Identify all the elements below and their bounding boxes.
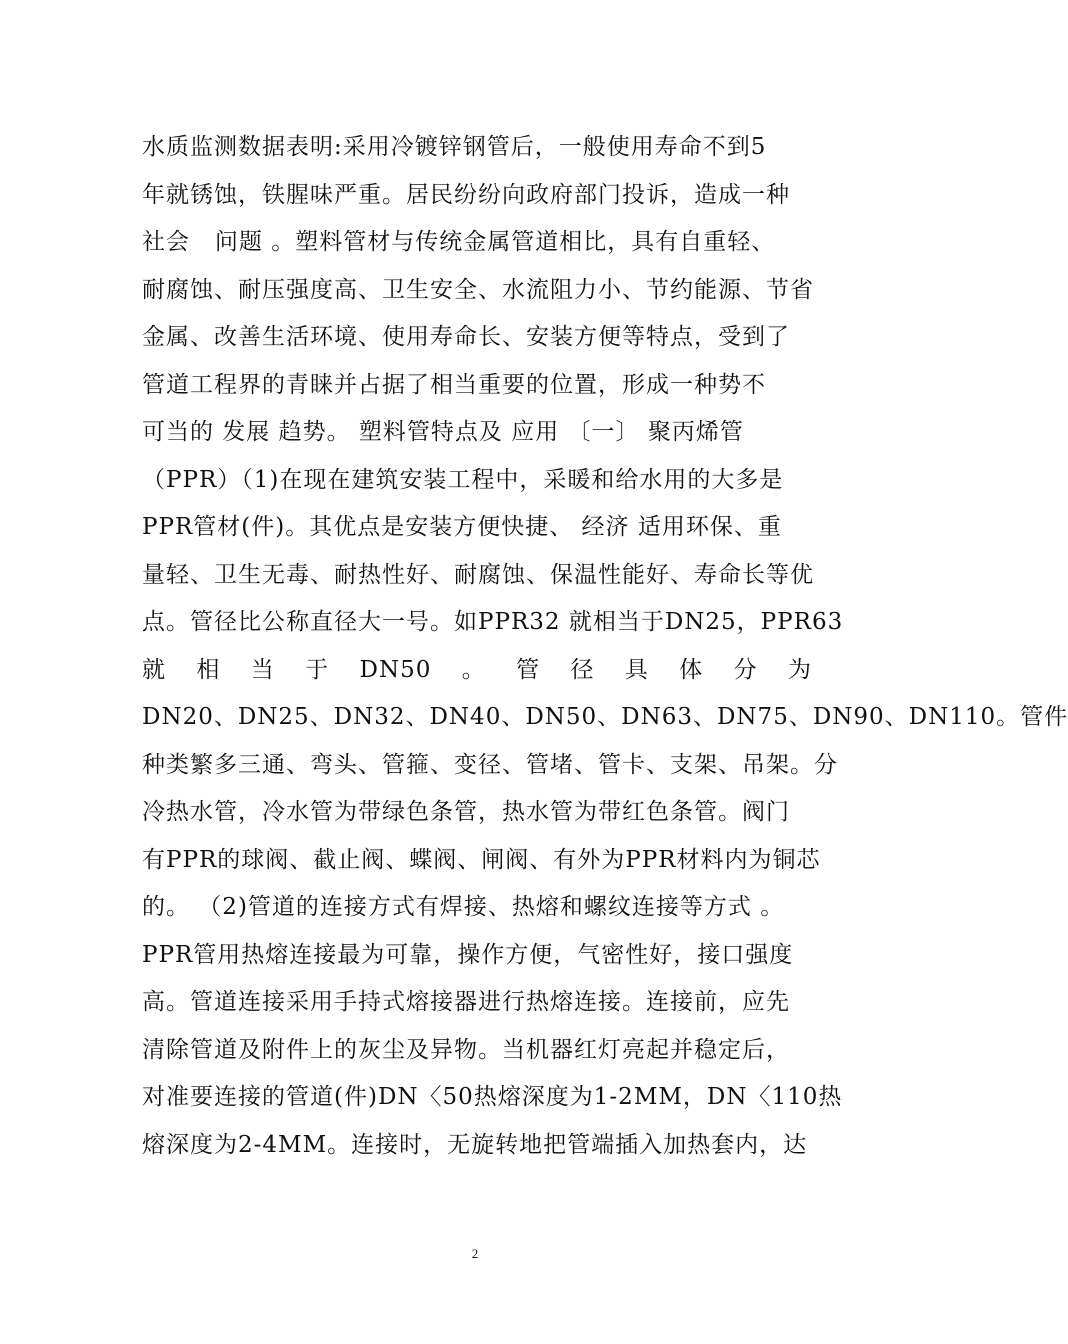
text-line: 对准要连接的管道(件)DN〈50热熔深度为1-2MM，DN〈110热 xyxy=(142,1084,843,1110)
text-line: 冷热水管，冷水管为带绿色条管，热水管为带红色条管。阀门 xyxy=(142,799,790,825)
text-line: （PPR）（1)在现在建筑安装工程中，采暖和给水用的大多是 xyxy=(142,466,784,493)
text-line: 点。管径比公称直径大一号。如PPR32 就相当于DN25，PPR63 xyxy=(142,609,844,635)
justified-part: 。 xyxy=(461,656,486,683)
text-line: PPR管材(件)。其优点是安装方便快捷、 经济 适用环保、重 xyxy=(142,514,782,540)
justified-part: 当 xyxy=(250,656,275,683)
justified-part: 为 xyxy=(787,656,812,683)
text-line: 的。 （2)管道的连接方式有焊接、热熔和螺纹连接等方式 。 xyxy=(142,894,785,920)
justified-part: 相 xyxy=(196,656,221,683)
text-line: 年就锈蚀，铁腥味严重。居民纷纷向政府部门投诉，造成一种 xyxy=(142,181,790,208)
justified-text-line xyxy=(142,647,812,695)
text-line: 清除管道及附件上的灰尘及异物。当机器红灯亮起并稳定后， xyxy=(142,1036,790,1063)
text-line: 高。管道连接采用手持式熔接器进行热熔连接。连接前，应先 xyxy=(142,989,790,1015)
text-line: 水质监测数据表明:采用冷镀锌钢管后，一般使用寿命不到5 xyxy=(142,134,767,160)
justified-part: 体 xyxy=(679,656,704,683)
text-line: 社会 问题 。塑料管材与传统金属管道相比，具有自重轻、 xyxy=(142,229,776,255)
text-line: 种类繁多三通、弯头、管箍、变径、管堵、管卡、支架、吊架。分 xyxy=(142,751,838,778)
text-line: 量轻、卫生无毒、耐热性好、耐腐蚀、保温性能好、寿命长等优 xyxy=(142,561,814,588)
body-text xyxy=(142,124,1068,1169)
text-line: 熔深度为2-4MM。连接时，无旋转地把管端插入加热套内，达 xyxy=(142,1131,808,1158)
justified-part: 管 xyxy=(516,656,541,683)
justified-part: DN50 xyxy=(359,656,432,683)
justified-part: 就 xyxy=(142,656,166,683)
text-line: 管道工程界的青睐并占据了相当重要的位置，形成一种势不 xyxy=(142,371,766,398)
justified-part: 径 xyxy=(570,656,595,683)
text-line: 金属、改善生活环境、使用寿命长、安装方便等特点，受到了 xyxy=(142,324,790,350)
text-line: DN20、DN25、DN32、DN40、DN50、DN63、DN75、DN90、DN110。管件 xyxy=(142,704,1068,730)
justified-part: 于 xyxy=(305,656,330,683)
text-line: 耐腐蚀、耐压强度高、卫生安全、水流阻力小、节约能源、节省 xyxy=(142,276,814,303)
page-number: 2 xyxy=(471,1246,479,1261)
text-line: PPR管用热熔连接最为可靠，操作方便，气密性好，接口强度 xyxy=(142,941,794,968)
text-line: 可当的 发展 趋势。 塑料管特点及 应用 〔一〕 聚丙烯管 xyxy=(142,419,744,445)
text-line: 有PPR的球阀、截止阀、蝶阀、闸阀、有外为PPR材料内为铜芯 xyxy=(142,846,821,873)
justified-part: 具 xyxy=(624,656,649,683)
justified-part: 分 xyxy=(733,656,758,683)
